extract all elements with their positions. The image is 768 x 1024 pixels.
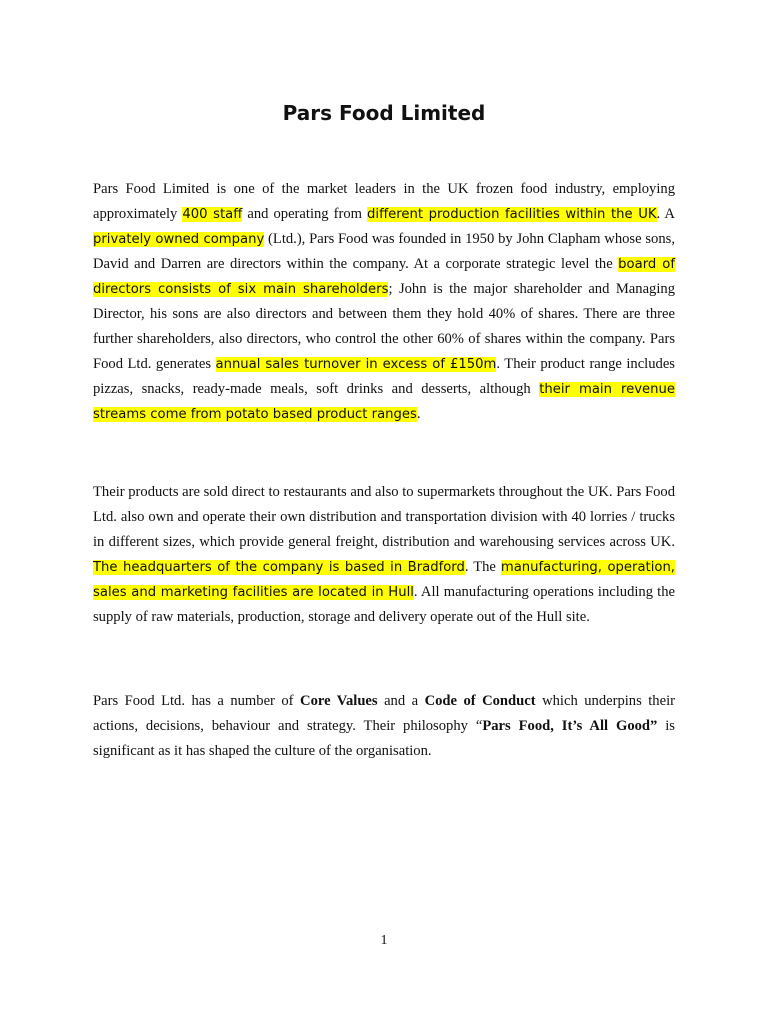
text-run: . Their product range includes pizzas, snacks, ready-made meals, soft drinks and desserts, although [93,356,675,397]
text-run: and a [377,693,425,709]
bold-core-values: Core Values [300,693,378,709]
highlight-headquarters: The headquarters of the company is based in Bradford [93,560,465,575]
text-run: and operating from [242,206,368,222]
paragraph-distribution [93,480,675,630]
text-run: . A [656,206,675,222]
page-number: 1 [380,933,388,948]
text-run: which underpins their actions, decisions, behaviour and strategy. Their philosophy “ [93,693,676,734]
text-run: . All manufacturing operations including the supply of raw materials, production, storage and delivery operate out of the Hull site. [93,584,676,625]
highlight-hull-facilities: manufacturing, operation, sales and marketing facilities are located in Hull [93,560,675,600]
bold-philosophy: Pars Food, It’s All Good” [482,718,658,734]
text-run: . [416,406,421,422]
paragraph-company-overview [93,177,675,427]
bold-code-of-conduct: Code of Conduct [424,693,536,709]
text-run: ; John is the major shareholder and Managing Director, his sons are also directors and between them they hold 40% of shares. There are three further shareholders, also directors, who control the other 60% of shares within the company. Pars Food Ltd. generates [93,281,675,372]
highlight-revenue-streams: their main revenue streams come from potato based product ranges [93,382,675,422]
paragraph-values [93,689,675,764]
highlight-facilities: different production facilities within the UK [367,207,657,222]
text-run: is significant as it has shaped the culture of the organisation. [93,718,675,759]
highlight-board: board of directors consists of six main shareholders [93,257,675,297]
highlight-privately-owned: privately owned company [93,232,265,247]
text-run: Pars Food Limited is one of the market leaders in the UK frozen food industry, employing approximately [93,181,675,222]
text-run: Pars Food Ltd. has a number of [93,693,301,709]
highlight-staff: 400 staff [182,207,243,222]
text-run: (Ltd.), Pars Food was founded in 1950 by John Clapham whose sons, David and Darren are directors within the company. At a corporate strategic level the [93,231,675,272]
document-title: Pars Food Limited [282,101,486,125]
text-run: Their products are sold direct to restaurants and also to supermarkets throughout the UK. Pars Food Ltd. also own and operate their own distribution and transportation division with 40 lorries / trucks in different sizes, which provide general freight, distribution and warehousing services across UK. [93,484,675,550]
text-run: . The [464,559,501,575]
highlight-turnover: annual sales turnover in excess of £150m [215,357,497,372]
